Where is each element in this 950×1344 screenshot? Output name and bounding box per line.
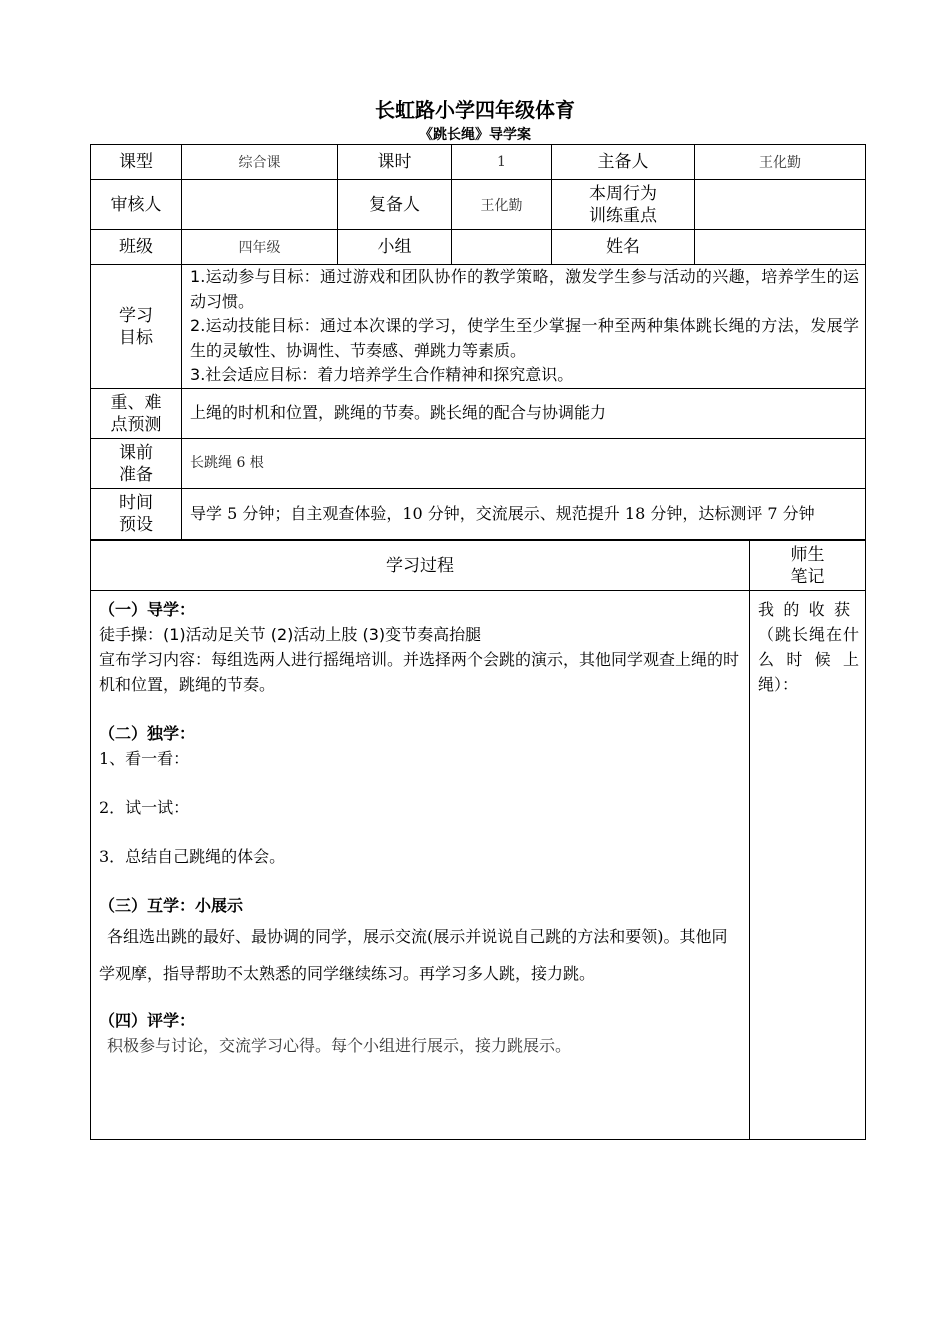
info-row-1 (91, 145, 866, 180)
goals-label-line-2: 目标 (119, 327, 153, 348)
goal-1-text: .运动参与目标：通过游戏和团队协作的教学策略，激发学生参与活动的兴趣，培养学生的运动习惯。 (190, 267, 859, 311)
period-label: 课时 (338, 145, 452, 180)
weekly-focus-value (695, 180, 866, 230)
goals-label-line-1: 学习 (119, 305, 153, 326)
key-points-label-line-2: 点预测 (110, 414, 162, 435)
reviewer-label: 审核人 (91, 180, 182, 230)
spacer (99, 820, 741, 844)
lesson-info-table (90, 144, 866, 540)
notes-header-line-1: 师生 (790, 544, 825, 565)
spacer (99, 869, 741, 893)
period-value: 1 (452, 145, 552, 180)
section-2-item-3: 3．总结自己跳绳的体会。 (99, 847, 286, 866)
class-label: 班级 (91, 230, 182, 265)
process-body-row (91, 591, 866, 1140)
key-points-text: 上绳的时机和位置，跳绳的节奏。跳长绳的配合与协调能力 (182, 389, 866, 439)
time-text: 导学 5 分钟；自主观查体验，10 分钟，交流展示、规范提升 18 分钟，达标测评 7 分钟 (182, 489, 866, 540)
spacer (99, 697, 741, 721)
learning-process-table (90, 540, 866, 1140)
section-2-item-1: 1、看一看： (99, 749, 190, 768)
name-value (695, 230, 866, 265)
goals-row (91, 265, 866, 389)
notes-header-line-2: 笔记 (790, 566, 825, 587)
section-4-content: 积极参与讨论，交流学习心得。每个小组进行展示，接力跳展示。 (107, 1036, 572, 1055)
section-1-title: （一）导学： (99, 600, 196, 619)
key-points-label (91, 389, 182, 439)
goals-label (91, 265, 182, 389)
spacer (99, 771, 741, 795)
weekly-focus-label (552, 180, 695, 230)
section-2-title: （二）独学： (99, 724, 196, 743)
reviewer-value (182, 180, 338, 230)
notes-heading: 我的收获 (758, 600, 859, 619)
notes-prompt: （跳长绳在什么时候上绳）： (758, 625, 859, 694)
goal-1 (190, 265, 859, 314)
time-label (91, 489, 182, 540)
goal-3-text: .社会适应目标：着力培养学生合作精神和探究意识。 (200, 365, 574, 385)
process-header-row (91, 541, 866, 591)
info-row-3 (91, 230, 866, 265)
prep-text: 长跳绳 6 根 (182, 439, 866, 489)
name-label: 姓名 (552, 230, 695, 265)
section-4-title: （四）评学： (99, 1011, 196, 1030)
document-title: 长虹路小学四年级体育 (375, 98, 575, 122)
goal-3 (190, 363, 859, 388)
lead-preparer-value: 王化勤 (695, 145, 866, 180)
goals-content (182, 265, 866, 389)
spacer (99, 992, 741, 1008)
section-2-item-2: 2．试一试： (99, 798, 190, 817)
lead-preparer-label: 主备人 (552, 145, 695, 180)
document-subtitle: 《跳长绳》导学案 (419, 127, 531, 143)
section-3-content (99, 918, 741, 992)
notes-header (750, 541, 866, 591)
section-3-text-a: 各组选出跳的最好、最协调的同学，展示交流(展示并说说自己跳的方法和要领)。其他同学观摩，指导帮助不太熟悉的同学继续练习 (99, 927, 728, 983)
time-label-line-2: 预设 (119, 515, 153, 535)
goal-3-number: 3 (190, 365, 201, 385)
time-label-line-1: 时间 (119, 493, 153, 513)
group-value (452, 230, 552, 265)
goal-2-text: .运动技能目标：通过本次课的学习，使学生至少掌握一种至两种集体跳长绳的方法，发展学生的灵敏性、协调性、节奏感、弹跳力等素质。 (190, 316, 859, 360)
course-type-value: 综合课 (182, 145, 338, 180)
time-row (91, 489, 866, 540)
key-points-row (91, 389, 866, 439)
key-points-label-line-1: 重、难 (110, 392, 162, 413)
co-preparer-value: 王化勤 (452, 180, 552, 230)
section-1-warmup: 徒手操：(1)活动足关节 (2)活动上肢 (3)变节奏高抬腿 (99, 625, 482, 644)
section-3-text-b: 。再学习多人跳，接力跳。 (403, 964, 596, 983)
notes-content (750, 591, 866, 1140)
info-row-2 (91, 180, 866, 230)
group-label: 小组 (338, 230, 452, 265)
process-header: 学习过程 (91, 541, 750, 591)
goal-1-number: 1 (190, 267, 201, 287)
class-value: 四年级 (182, 230, 338, 265)
prep-label (91, 439, 182, 489)
section-3-title: （三）互学：小展示 (99, 896, 244, 915)
weekly-focus-label-line-2: 训练重点 (589, 205, 657, 226)
co-preparer-label: 复备人 (338, 180, 452, 230)
goal-2-number: 2 (190, 316, 201, 336)
prep-row (91, 439, 866, 489)
prep-label-line-1: 课前 (119, 442, 153, 463)
section-1-content: 宣布学习内容：每组选两人进行摇绳培训。并选择两个会跳的演示，其他同学观查上绳的时机和位置，跳绳的节奏。 (99, 650, 740, 694)
weekly-focus-label-line-1: 本周行为 (589, 183, 657, 204)
goal-2 (190, 314, 859, 363)
course-type-label: 课型 (91, 145, 182, 180)
process-content (91, 591, 750, 1140)
prep-label-line-2: 准备 (119, 464, 153, 485)
